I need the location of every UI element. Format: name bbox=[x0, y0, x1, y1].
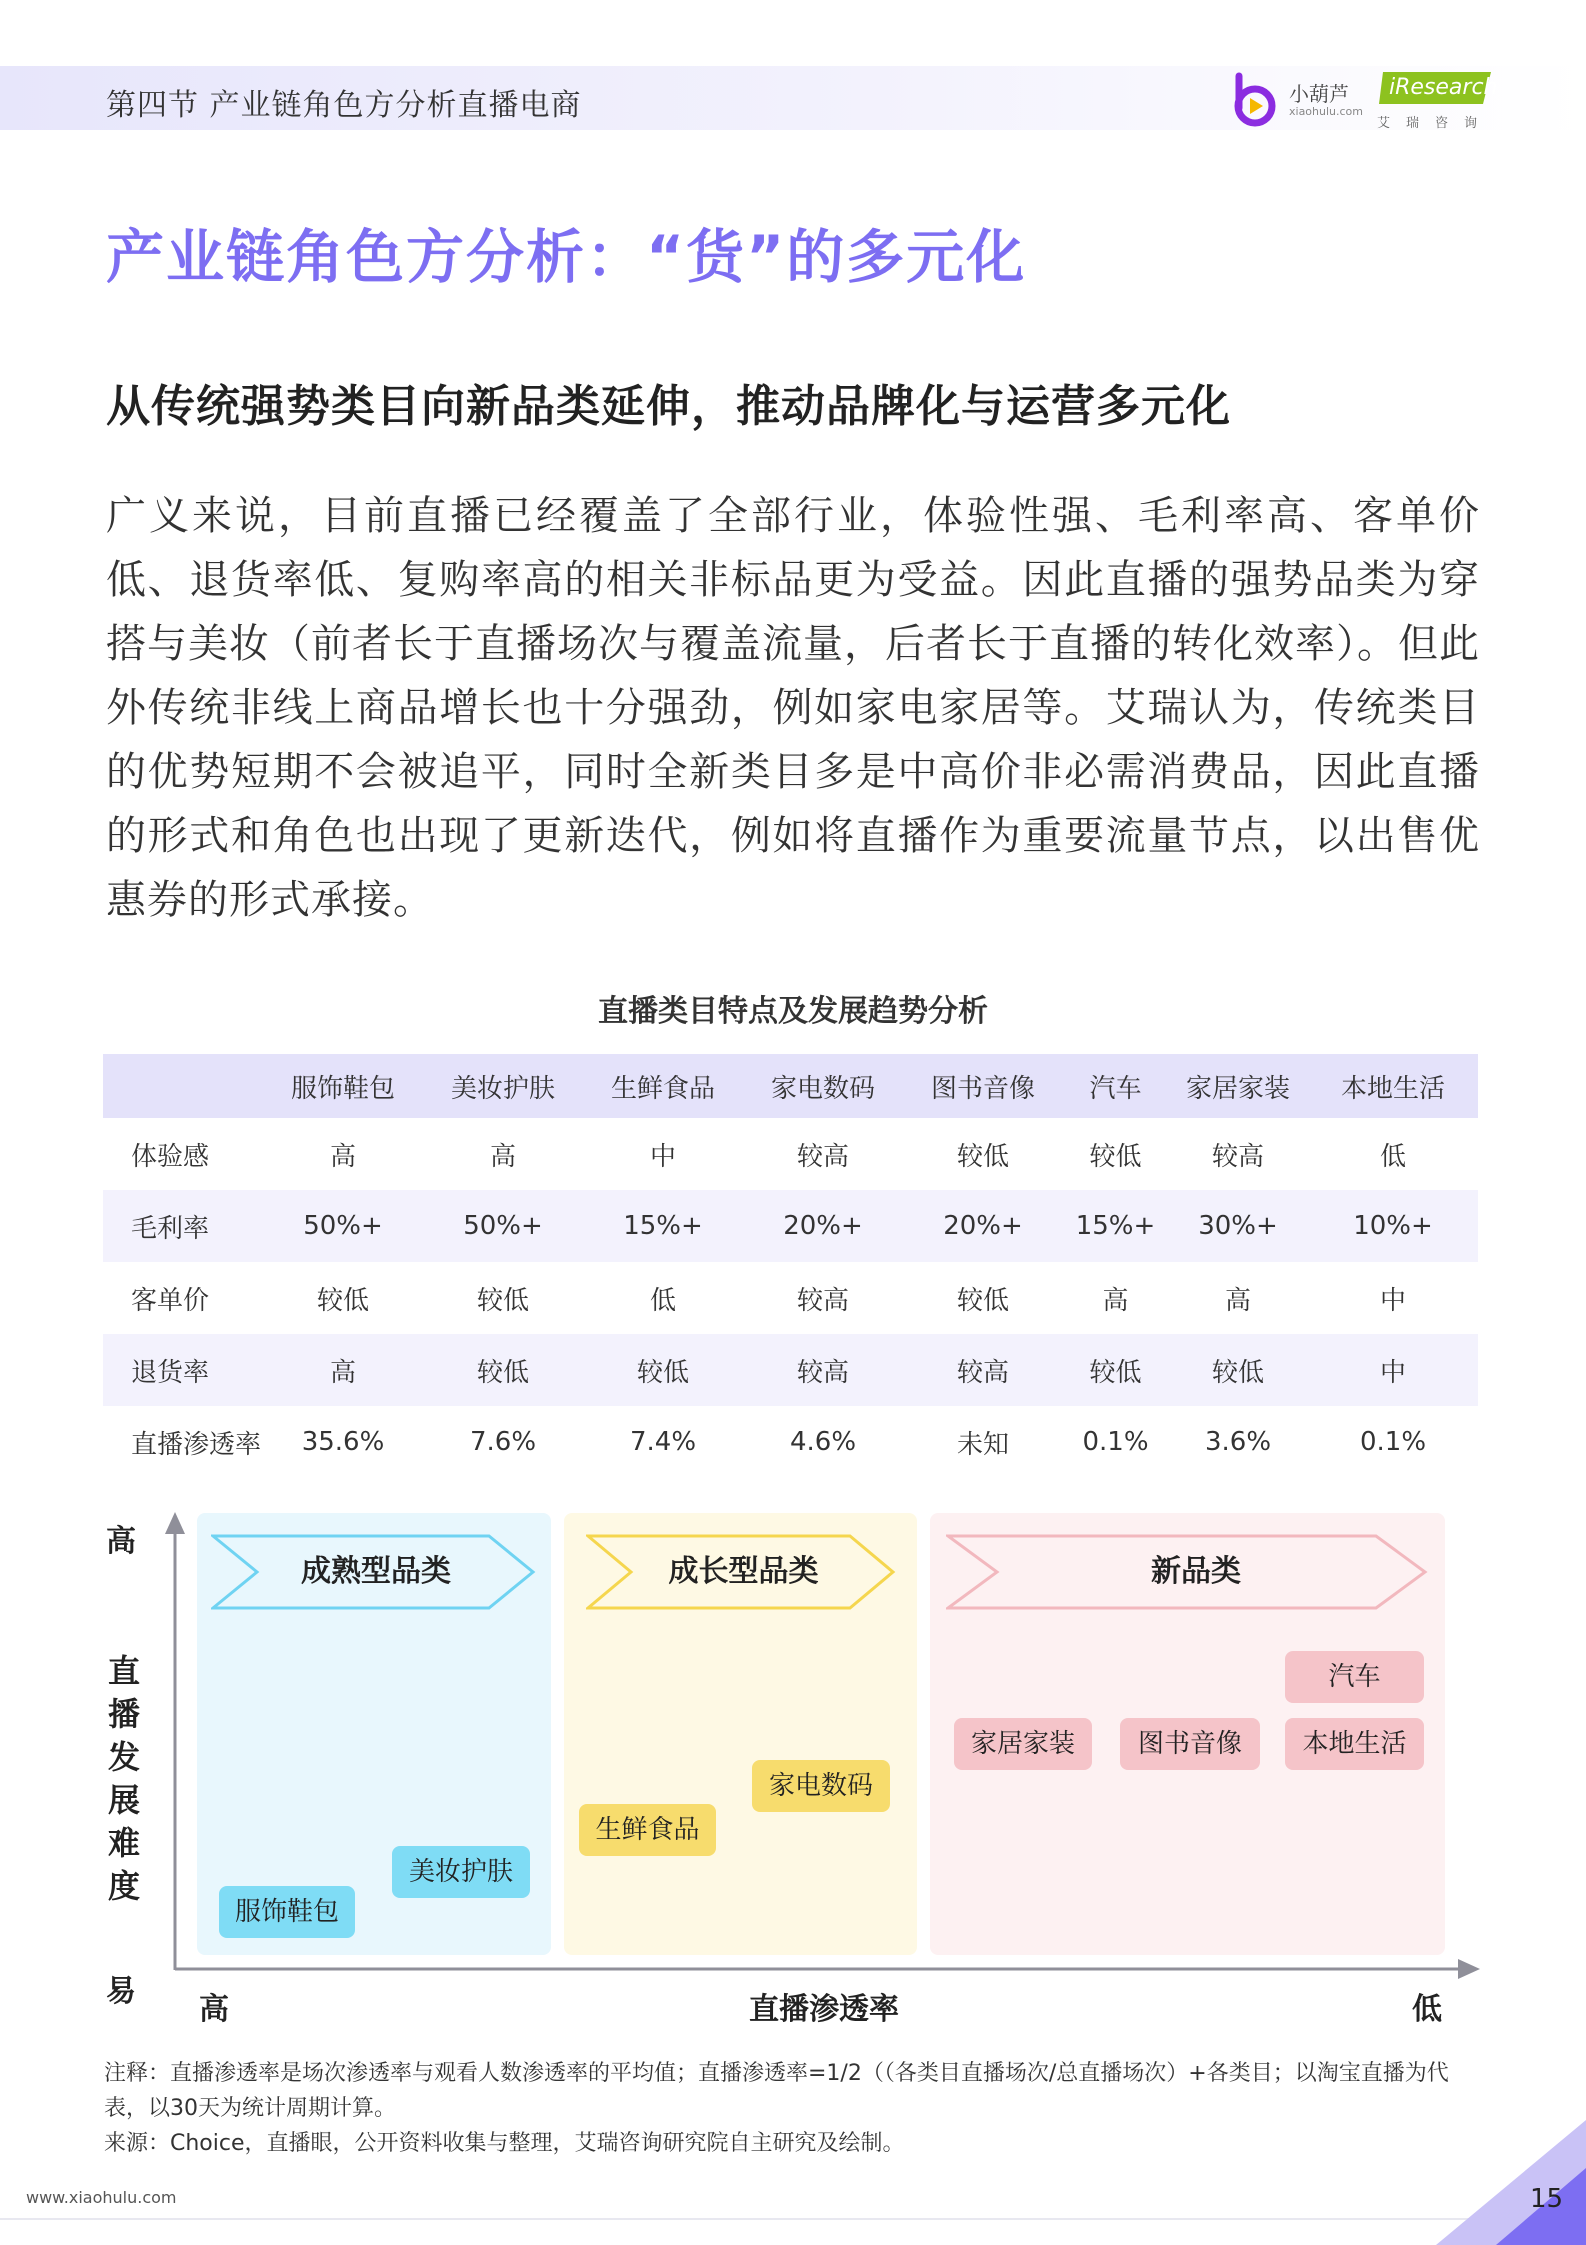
table-cell: 高 bbox=[1102, 1285, 1129, 1316]
table-row bbox=[103, 1334, 1478, 1406]
note-text: 注释：直播渗透率是场次渗透率与观看人数渗透率的平均值；直播渗透率=1/2（（各类目直播场次/总直播场次）+各类目；以淘宝直播为代表，以30天为统计周期计算。 bbox=[104, 2061, 1449, 2121]
table-row bbox=[103, 1190, 1478, 1262]
table-cell: 较高 bbox=[796, 1357, 849, 1388]
category-pill: 本地生活 bbox=[1285, 1718, 1424, 1770]
zone-mature-label: 成熟型品类 bbox=[301, 1554, 451, 1589]
column-header: 家电数码 bbox=[770, 1073, 875, 1104]
iresearch-logo-icon bbox=[1379, 72, 1498, 104]
table-cell: 15%+ bbox=[1075, 1211, 1156, 1241]
category-pill: 家电数码 bbox=[752, 1760, 890, 1812]
body-paragraph: 广义来说，目前直播已经覆盖了全部行业，体验性强、毛利率高、客单价低、退货率低、复购率高的相关非标品更为受益。因此直播的强势品类为穿搭与美妆（前者长于直播场次与覆盖流量，后者长于直播的转化效率）。但此外传统非线上商品增长也十分强劲，例如家电家居等。艾瑞认为，传统类目的优势短期不会被追平，同时全新类目多是中高价非必需消费品，因此直播的形式和角色也出现了更新迭代，例如将直播作为重要流量节点，以出售优惠券的形式承接。 bbox=[106, 493, 1480, 923]
category-pill: 服饰鞋包 bbox=[219, 1886, 355, 1938]
x-axis-left: 高 bbox=[199, 1992, 229, 2027]
row-label: 客单价 bbox=[131, 1285, 210, 1316]
page-number: 15 bbox=[1530, 2184, 1564, 2214]
y-axis-title: 直播发展难度 bbox=[107, 1652, 140, 1905]
x-axis-right: 低 bbox=[1412, 1992, 1442, 2027]
positioning-diagram bbox=[0, 1500, 1586, 2040]
table-cell: 较高 bbox=[796, 1285, 849, 1316]
table-cell: 20%+ bbox=[783, 1211, 863, 1241]
footer-divider bbox=[0, 2218, 1586, 2220]
xiaohulu-logo bbox=[1233, 72, 1363, 132]
table-cell: 中 bbox=[1379, 1357, 1406, 1388]
iresearch-logo-cn: 艾瑞咨询 bbox=[1377, 116, 1494, 131]
column-header: 本地生活 bbox=[1340, 1073, 1445, 1104]
corner-decoration bbox=[1436, 2120, 1586, 2245]
category-pill: 图书音像 bbox=[1120, 1718, 1260, 1770]
column-header: 生鲜食品 bbox=[610, 1073, 715, 1104]
table-cell: 中 bbox=[649, 1141, 676, 1172]
table-cell: 低 bbox=[1379, 1141, 1406, 1172]
table-cell: 10%+ bbox=[1353, 1211, 1433, 1241]
table-cell: 较高 bbox=[796, 1141, 849, 1172]
y-axis-low: 易 bbox=[106, 1974, 136, 2009]
notes bbox=[104, 2056, 1484, 2161]
table-cell: 高 bbox=[329, 1141, 356, 1172]
category-pill: 家居家装 bbox=[954, 1718, 1092, 1770]
table-cell: 50%+ bbox=[303, 1211, 383, 1241]
table-cell: 中 bbox=[1379, 1285, 1406, 1316]
row-label: 退货率 bbox=[131, 1357, 210, 1388]
table-title: 直播类目特点及发展趋势分析 bbox=[598, 994, 988, 1029]
table-cell: 较低 bbox=[476, 1357, 529, 1388]
column-header: 家居家装 bbox=[1185, 1073, 1290, 1104]
table-cell: 30%+ bbox=[1198, 1211, 1278, 1241]
table-cell: 高 bbox=[329, 1357, 356, 1388]
table-cell: 3.6% bbox=[1204, 1427, 1272, 1457]
footer-url: www.xiaohulu.com bbox=[26, 2188, 177, 2207]
table-cell: 较低 bbox=[316, 1285, 369, 1316]
table-cell: 20%+ bbox=[943, 1211, 1023, 1241]
table-cell: 较低 bbox=[1089, 1141, 1142, 1172]
table-corner bbox=[103, 1054, 263, 1118]
table-cell: 较低 bbox=[1089, 1357, 1142, 1388]
page-subtitle: 从传统强势类目向新品类延伸，推动品牌化与运营多元化 bbox=[106, 381, 1231, 432]
x-axis-title: 直播渗透率 bbox=[749, 1992, 899, 2027]
table-cell: 0.1% bbox=[1082, 1427, 1149, 1457]
xiaohulu-logo-name: 小葫芦 bbox=[1289, 82, 1349, 106]
table-cell: 较低 bbox=[476, 1285, 529, 1316]
table-cell: 4.6% bbox=[789, 1427, 857, 1457]
row-label: 体验感 bbox=[131, 1141, 210, 1172]
table-cell: 高 bbox=[1224, 1285, 1251, 1316]
iresearch-logo bbox=[1375, 72, 1498, 132]
xiaohulu-logo-icon bbox=[1233, 72, 1283, 130]
column-header: 服饰鞋包 bbox=[290, 1073, 395, 1104]
table-cell: 较高 bbox=[956, 1357, 1009, 1388]
source-text: 来源：Choice，直播眼，公开资料收集与整理，艾瑞咨询研究院自主研究及绘制。 bbox=[104, 2131, 905, 2156]
table-cell: 高 bbox=[489, 1141, 516, 1172]
category-pill: 美妆护肤 bbox=[392, 1846, 530, 1898]
table-cell: 7.6% bbox=[469, 1427, 537, 1457]
zone-growth-label: 成长型品类 bbox=[668, 1554, 819, 1589]
row-label: 直播渗透率 bbox=[131, 1429, 262, 1460]
y-axis-high: 高 bbox=[106, 1524, 136, 1559]
zone-new-label: 新品类 bbox=[1151, 1554, 1241, 1589]
table-header-row bbox=[103, 1054, 1478, 1118]
table-cell: 未知 bbox=[956, 1429, 1009, 1460]
xiaohulu-logo-sub: xiaohulu.com bbox=[1289, 105, 1363, 118]
chart-axes bbox=[0, 1500, 1586, 2040]
table-cell: 7.4% bbox=[629, 1427, 697, 1457]
table-cell: 较低 bbox=[956, 1141, 1009, 1172]
column-header: 美妆护肤 bbox=[450, 1073, 555, 1104]
category-pill: 汽车 bbox=[1285, 1651, 1424, 1703]
column-header: 图书音像 bbox=[930, 1073, 1035, 1104]
page-title: 产业链角色方分析：“货”的多元化 bbox=[106, 223, 1027, 291]
table-cell: 较低 bbox=[1211, 1357, 1264, 1388]
category-table bbox=[103, 1054, 1478, 1478]
table-row bbox=[103, 1262, 1478, 1334]
table-row bbox=[103, 1118, 1478, 1190]
table-cell: 低 bbox=[649, 1285, 676, 1316]
table-cell: 50%+ bbox=[463, 1211, 543, 1241]
iresearch-logo-name: iResearch bbox=[1389, 75, 1498, 100]
row-label: 毛利率 bbox=[131, 1213, 210, 1244]
table-cell: 15%+ bbox=[623, 1211, 703, 1241]
table-cell: 较低 bbox=[636, 1357, 689, 1388]
table-row bbox=[103, 1406, 1478, 1478]
section-header: 第四节 产业链角色方分析直播电商 bbox=[106, 88, 582, 123]
category-pill: 生鲜食品 bbox=[579, 1804, 716, 1856]
column-header: 汽车 bbox=[1089, 1073, 1142, 1104]
table-cell: 0.1% bbox=[1359, 1427, 1427, 1457]
table-cell: 较高 bbox=[1211, 1141, 1264, 1172]
table-cell: 较低 bbox=[956, 1285, 1009, 1316]
table-cell: 35.6% bbox=[301, 1427, 385, 1457]
